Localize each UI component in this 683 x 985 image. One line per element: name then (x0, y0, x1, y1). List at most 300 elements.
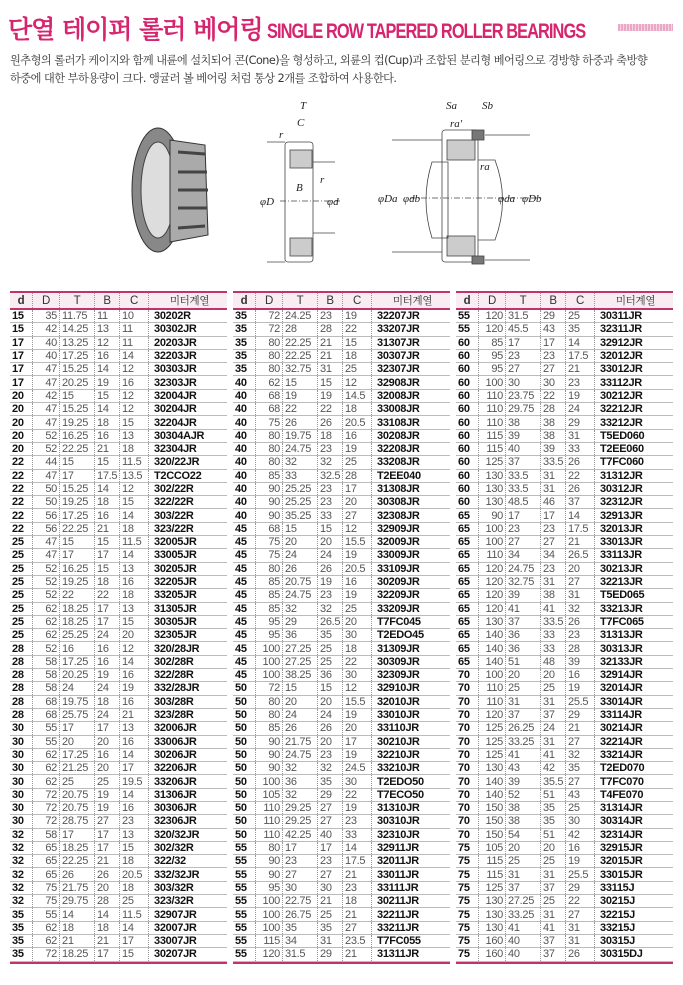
cell-outer-diameter: 125 (479, 722, 506, 734)
cell-outer-diameter: 58 (33, 829, 60, 841)
table-row (456, 669, 673, 682)
cell-model: 32012JR (600, 350, 643, 363)
table-row (10, 509, 227, 522)
header-width-C: C (343, 293, 372, 308)
cell-model: 32010JR (377, 695, 420, 708)
cell-model: 30202R (154, 310, 191, 323)
table-row (233, 376, 450, 389)
cell-width-T: 22.25 (60, 523, 95, 535)
cell-outer-diameter: 58 (33, 682, 60, 694)
cell-width-B: 24 (541, 722, 566, 734)
cell-width-C: 30 (343, 629, 372, 641)
cell-outer-diameter: 62 (33, 616, 60, 628)
cell-width-T: 29 (283, 616, 318, 628)
cell-outer-diameter: 90 (479, 509, 506, 521)
bearing-table-1 (10, 291, 227, 964)
cell-width-T: 27 (506, 363, 541, 375)
table-row (456, 337, 673, 350)
cell-d: 28 (10, 709, 33, 721)
cell-d: 65 (456, 509, 479, 521)
cell-width-C: 13 (120, 430, 149, 442)
header-model: 미터계열 (615, 295, 656, 307)
cell-width-B: 35 (318, 629, 343, 641)
table-row (233, 363, 450, 376)
cell-width-B: 20 (541, 669, 566, 681)
table-row (10, 456, 227, 469)
table-row (233, 323, 450, 336)
cell-d: 50 (233, 789, 256, 801)
cell-width-B: 27 (318, 802, 343, 814)
label-phid: φd (327, 196, 339, 208)
header-outer-diameter: D (479, 293, 506, 308)
cell-model: 32211JR (377, 908, 419, 921)
bearing-table-2 (233, 291, 450, 964)
table-row (456, 523, 673, 536)
cell-outer-diameter: 80 (256, 337, 283, 349)
cell-model: 33012JR (600, 363, 643, 376)
bearing-photo (132, 128, 208, 252)
cell-d: 70 (456, 749, 479, 761)
cell-model: 33011JR (377, 868, 419, 881)
cell-width-T: 18.25 (60, 603, 95, 615)
cell-d: 28 (10, 656, 33, 668)
cell-width-C: 42 (566, 829, 595, 841)
cell-d: 28 (10, 642, 33, 654)
cell-outer-diameter: 75 (256, 536, 283, 548)
cell-outer-diameter: 140 (479, 775, 506, 787)
cell-width-C: 14 (120, 549, 149, 561)
table-row (456, 948, 673, 961)
cell-width-T: 23.75 (506, 390, 541, 402)
cell-width-C: 27 (566, 576, 595, 588)
cell-d: 25 (10, 629, 33, 641)
cell-d: 32 (10, 895, 33, 907)
table-header (10, 293, 227, 310)
cell-width-C: 17.5 (566, 523, 595, 535)
cell-width-T: 20 (283, 696, 318, 708)
cell-width-C: 25 (120, 895, 149, 907)
cell-outer-diameter: 44 (33, 456, 60, 468)
cell-width-C: 22 (566, 895, 595, 907)
header-width-T: T (506, 293, 541, 308)
cell-outer-diameter: 85 (256, 470, 283, 482)
cell-d: 40 (233, 483, 256, 495)
cell-outer-diameter: 100 (256, 669, 283, 681)
cell-d: 70 (456, 722, 479, 734)
cell-outer-diameter: 35 (33, 310, 60, 322)
page-title: 단열 테이퍼 롤러 베어링 SINGLE ROW TAPERED ROLLER BEARINGS (8, 15, 585, 44)
table-row (233, 576, 450, 589)
cell-width-B: 33.5 (541, 616, 566, 628)
cell-width-B: 24 (95, 629, 120, 641)
cell-width-T: 33.25 (506, 908, 541, 920)
cell-model: 32206JR (154, 762, 197, 775)
cell-d: 20 (10, 430, 33, 442)
cell-outer-diameter: 110 (256, 802, 283, 814)
cell-outer-diameter: 140 (479, 656, 506, 668)
table-row (233, 430, 450, 443)
cell-width-B: 29 (318, 948, 343, 960)
table-row (233, 656, 450, 669)
cell-d: 15 (10, 323, 33, 335)
cell-width-B: 21 (318, 350, 343, 362)
cell-width-B: 20 (95, 762, 120, 774)
table-row (233, 895, 450, 908)
cell-model: 32908JR (377, 376, 420, 389)
cell-width-B: 41 (541, 749, 566, 761)
table-row (233, 337, 450, 350)
cell-width-C: 18 (120, 443, 149, 455)
cell-outer-diameter: 100 (256, 922, 283, 934)
cell-model: T2EDO45 (377, 629, 424, 642)
cell-outer-diameter: 120 (479, 563, 506, 575)
cell-model: 33009JR (377, 549, 420, 562)
cell-width-T: 20 (60, 736, 95, 748)
cell-outer-diameter: 90 (256, 762, 283, 774)
cell-d: 50 (233, 802, 256, 814)
table-row (456, 323, 673, 336)
cell-width-C: 15.5 (343, 536, 372, 548)
cell-d: 45 (233, 642, 256, 654)
cell-width-T: 39 (506, 430, 541, 442)
table-row (10, 709, 227, 722)
cell-width-B: 36 (318, 669, 343, 681)
cell-outer-diameter: 55 (33, 736, 60, 748)
table-row (456, 470, 673, 483)
cell-width-C: 22 (343, 789, 372, 801)
table-row (233, 603, 450, 616)
cell-d: 55 (233, 908, 256, 920)
cell-outer-diameter: 115 (479, 443, 506, 455)
cell-outer-diameter: 100 (479, 536, 506, 548)
cell-model: 33210JR (377, 762, 420, 775)
cell-width-T: 21.75 (283, 736, 318, 748)
table-row (10, 696, 227, 709)
cell-width-B: 31 (541, 470, 566, 482)
cell-model: 32007JR (154, 921, 197, 934)
table-row (456, 416, 673, 429)
cell-width-T: 27.25 (506, 895, 541, 907)
table-row (233, 390, 450, 403)
cell-model: 33212JR (600, 416, 643, 429)
cell-width-T: 25.25 (283, 483, 318, 495)
cell-outer-diameter: 100 (479, 523, 506, 535)
cell-width-T: 34 (506, 549, 541, 561)
cell-width-B: 25 (541, 855, 566, 867)
table-row (456, 882, 673, 895)
table-row (10, 815, 227, 828)
cell-outer-diameter: 56 (33, 523, 60, 535)
cell-width-T: 28 (283, 323, 318, 335)
cell-outer-diameter: 130 (479, 496, 506, 508)
table-row (456, 430, 673, 443)
cell-width-B: 26.5 (318, 616, 343, 628)
cell-width-B: 29 (318, 789, 343, 801)
cell-width-B: 16 (95, 749, 120, 761)
cell-width-T: 29.75 (506, 403, 541, 415)
cell-width-C: 31 (566, 589, 595, 601)
cell-d: 55 (233, 922, 256, 934)
cell-model: 30215J (600, 895, 635, 908)
table-row (10, 935, 227, 948)
header-width-B: B (318, 293, 343, 308)
cell-width-B: 31 (541, 868, 566, 880)
cell-outer-diameter: 130 (479, 616, 506, 628)
table-row (456, 868, 673, 881)
cell-model: 31311JR (377, 948, 419, 961)
table-row (456, 509, 673, 522)
cell-model: 31310JR (377, 802, 420, 815)
cell-model: 33206JR (154, 775, 197, 788)
cell-outer-diameter: 90 (256, 496, 283, 508)
cell-width-B: 38 (541, 589, 566, 601)
cell-width-B: 33 (541, 642, 566, 654)
cell-d: 40 (233, 496, 256, 508)
table-row (233, 496, 450, 509)
table-row (10, 563, 227, 576)
table-row (456, 749, 673, 762)
cell-model: 32015JR (600, 855, 643, 868)
cell-width-C: 11 (120, 337, 149, 349)
cell-width-C: 19 (120, 682, 149, 694)
cell-width-C: 35 (566, 323, 595, 335)
cell-width-T: 22.25 (60, 443, 95, 455)
cell-outer-diameter: 130 (479, 470, 506, 482)
cell-outer-diameter: 110 (479, 696, 506, 708)
cell-width-C: 12 (120, 363, 149, 375)
cell-width-B: 20 (318, 696, 343, 708)
cell-width-B: 27 (95, 815, 120, 827)
cell-width-B: 16 (95, 656, 120, 668)
cell-model: 33213JR (600, 602, 643, 615)
cell-model: 303/32R (154, 881, 194, 894)
cell-width-T: 25.25 (60, 629, 95, 641)
cell-outer-diameter: 120 (479, 323, 506, 335)
cell-d: 40 (233, 470, 256, 482)
cell-width-C: 20.5 (120, 868, 149, 880)
header-outer-diameter: D (33, 293, 60, 308)
cell-width-T: 41 (506, 749, 541, 761)
cell-width-C: 21 (120, 709, 149, 721)
cell-width-C: 26.5 (566, 549, 595, 561)
table-row (233, 736, 450, 749)
table-row (10, 310, 227, 323)
cell-width-B: 15 (95, 563, 120, 575)
cell-width-C: 25 (343, 456, 372, 468)
cell-model: 32204JR (154, 416, 197, 429)
header-d: d (456, 293, 479, 308)
cell-model: 32215J (600, 908, 635, 921)
cell-width-C: 18 (343, 350, 372, 362)
cell-model: 30311JR (600, 310, 642, 323)
cell-width-B: 38 (541, 416, 566, 428)
cell-model: 32011JR (377, 855, 419, 868)
cell-width-B: 18 (95, 696, 120, 708)
table-row (233, 722, 450, 735)
cell-outer-diameter: 52 (33, 576, 60, 588)
cell-model: 303/28R (154, 695, 194, 708)
cell-width-B: 31 (541, 736, 566, 748)
cell-d: 65 (456, 549, 479, 561)
cell-width-B: 15 (95, 536, 120, 548)
cell-d: 70 (456, 762, 479, 774)
cell-model: T7FC070 (600, 775, 644, 788)
cell-outer-diameter: 130 (479, 908, 506, 920)
cell-width-T: 36 (283, 775, 318, 787)
table-row (10, 443, 227, 456)
cell-width-C: 16 (120, 376, 149, 388)
cell-width-C: 21 (343, 948, 372, 960)
cell-width-T: 15 (283, 523, 318, 535)
cell-width-C: 30 (343, 775, 372, 787)
cell-d: 50 (233, 829, 256, 841)
cell-outer-diameter: 125 (479, 882, 506, 894)
cell-d: 30 (10, 815, 33, 827)
cell-outer-diameter: 52 (33, 589, 60, 601)
cell-width-T: 21 (60, 935, 95, 947)
cell-width-B: 20 (318, 736, 343, 748)
table-row (10, 775, 227, 788)
cell-outer-diameter: 120 (479, 589, 506, 601)
cell-model: 32214JR (600, 735, 643, 748)
cell-d: 35 (10, 922, 33, 934)
cell-width-B: 29 (541, 310, 566, 322)
table-row (233, 483, 450, 496)
cell-d: 30 (10, 775, 33, 787)
cell-model: 32912JR (600, 336, 643, 349)
cell-width-B: 42 (541, 762, 566, 774)
cell-width-B: 16 (95, 350, 120, 362)
cell-width-T: 38 (506, 802, 541, 814)
cell-d: 45 (233, 523, 256, 535)
cell-width-B: 51 (541, 789, 566, 801)
header-width-C: C (566, 293, 595, 308)
cell-width-T: 25 (60, 775, 95, 787)
cell-width-T: 27 (506, 536, 541, 548)
cell-d: 17 (10, 363, 33, 375)
cell-d: 60 (456, 483, 479, 495)
cell-d: 50 (233, 682, 256, 694)
cell-model: 33014JR (600, 695, 643, 708)
cell-width-B: 17 (95, 603, 120, 615)
table-row (456, 616, 673, 629)
cell-width-T: 33.25 (506, 736, 541, 748)
cell-width-T: 22.25 (283, 350, 318, 362)
cell-model: T7FC055 (377, 935, 421, 948)
cell-width-T: 20 (283, 536, 318, 548)
cell-width-T: 31 (506, 868, 541, 880)
cell-width-T: 38 (506, 815, 541, 827)
cell-width-C: 15 (120, 616, 149, 628)
cell-d: 60 (456, 416, 479, 428)
cell-width-C: 18 (343, 403, 372, 415)
table-row (456, 403, 673, 416)
cell-width-C: 19 (566, 390, 595, 402)
cell-model: T5ED065 (600, 589, 645, 602)
cell-width-B: 17 (95, 549, 120, 561)
cell-model: T7ECO50 (377, 788, 424, 801)
cell-d: 65 (456, 629, 479, 641)
cell-width-B: 23 (318, 443, 343, 455)
cell-outer-diameter: 110 (479, 403, 506, 415)
cell-width-T: 24.75 (283, 589, 318, 601)
cell-width-T: 31.5 (506, 310, 541, 322)
cell-width-C: 17 (120, 762, 149, 774)
cell-outer-diameter: 72 (33, 948, 60, 960)
cell-outer-diameter: 95 (256, 629, 283, 641)
table-row (456, 829, 673, 842)
cell-outer-diameter: 80 (256, 563, 283, 575)
cell-model: T2CCO22 (154, 469, 202, 482)
cell-width-T: 15.25 (60, 363, 95, 375)
cell-width-T: 54 (506, 829, 541, 841)
cell-model: 32306JR (154, 815, 197, 828)
cell-width-C: 16 (120, 576, 149, 588)
cell-d: 65 (456, 563, 479, 575)
cell-width-B: 11 (95, 310, 120, 322)
cell-model: 332/32JR (154, 868, 200, 881)
table-row (10, 470, 227, 483)
cell-d: 60 (456, 430, 479, 442)
cell-outer-diameter: 80 (256, 350, 283, 362)
cell-width-C: 12 (343, 523, 372, 535)
cell-width-C: 14 (566, 509, 595, 521)
table-row (456, 815, 673, 828)
cell-width-T: 38.25 (283, 669, 318, 681)
cell-width-T: 17.25 (60, 509, 95, 521)
cell-model: 30302JR (154, 323, 197, 336)
cell-width-B: 33.5 (541, 456, 566, 468)
cell-width-T: 22.25 (283, 337, 318, 349)
header-width-T: T (60, 293, 95, 308)
cell-model: 30214JR (600, 722, 643, 735)
table-row (233, 762, 450, 775)
cell-width-C: 25 (566, 310, 595, 322)
cell-outer-diameter: 95 (256, 882, 283, 894)
cell-model: 31308JR (377, 483, 420, 495)
cell-width-B: 28 (95, 895, 120, 907)
cell-outer-diameter: 72 (33, 815, 60, 827)
cell-model: 33109JR (377, 562, 420, 575)
cell-width-C: 13.5 (120, 470, 149, 482)
cell-outer-diameter: 80 (256, 430, 283, 442)
cell-width-C: 20 (343, 722, 372, 734)
table-row (456, 908, 673, 921)
cell-d: 50 (233, 709, 256, 721)
cell-width-C: 10 (120, 310, 149, 322)
label-phiD: φD (260, 196, 275, 208)
table-row (456, 722, 673, 735)
cell-width-C: 26 (566, 483, 595, 495)
cell-d: 22 (10, 470, 33, 482)
cell-width-B: 15 (95, 390, 120, 402)
cell-width-T: 24.25 (283, 310, 318, 322)
cell-model: 32208JR (377, 443, 420, 456)
cell-d: 60 (456, 376, 479, 388)
cell-width-B: 35 (541, 802, 566, 814)
cell-width-C: 25 (343, 603, 372, 615)
cell-outer-diameter: 90 (256, 509, 283, 521)
cell-width-T: 26.25 (506, 722, 541, 734)
cell-model: 32205JR (154, 576, 197, 589)
header-d: d (233, 293, 256, 308)
cell-outer-diameter: 120 (479, 709, 506, 721)
cell-outer-diameter: 140 (479, 629, 506, 641)
table-row (456, 802, 673, 815)
cell-d: 45 (233, 549, 256, 561)
cell-model: 30307JR (377, 350, 420, 363)
cell-model: 32303JR (154, 376, 197, 389)
